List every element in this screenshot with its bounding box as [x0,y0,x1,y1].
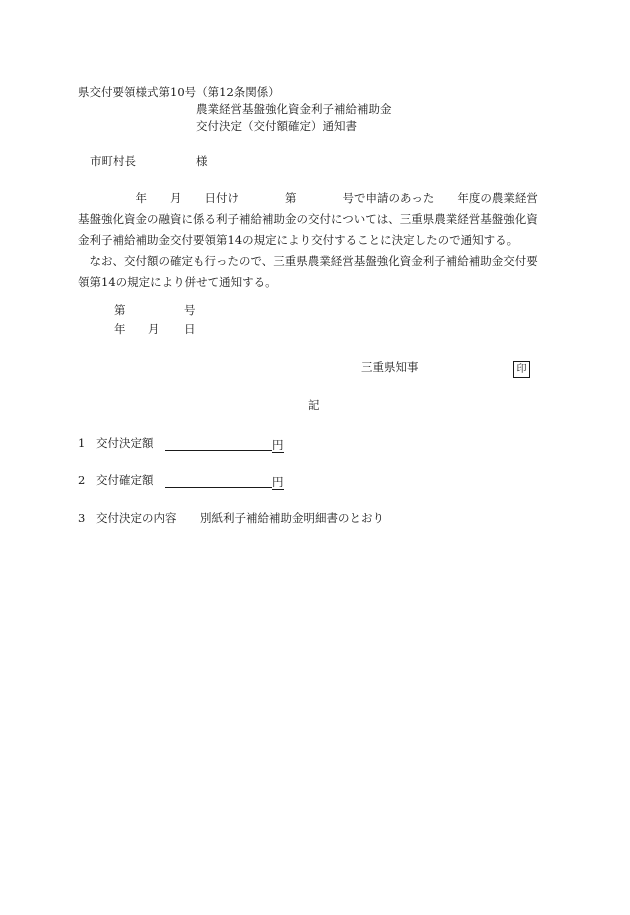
amount-blank-underline [165,475,272,488]
item-3-label: 交付決定の内容 [96,511,177,525]
body-paragraphs [78,188,554,293]
item-2-amount-line [165,475,284,489]
item-1-number: 1 [78,436,86,450]
addressee-honorific: 様 [196,154,208,168]
item-2-label: 交付確定額 [96,473,154,487]
seal-mark: 印 [513,361,530,378]
item-2-number: 2 [78,473,86,487]
amount-blank-underline [165,438,272,451]
title-line-1: 農業経営基盤強化資金利子補給補助金 [196,102,392,116]
addressee-label: 市町村長 [90,154,136,168]
item-3-number: 3 [78,511,86,525]
form-reference: 県交付要領様式第10号（第12条関係） [78,85,280,99]
doc-number-go: 号 [184,303,196,317]
item-3-value: 別紙利子補給補助金明細書のとおり [200,511,384,525]
item-1-amount-line [165,438,284,452]
item-2-unit: 円 [272,475,284,489]
body-p1-line1: 年 月 日付け 第 号で申請のあった 年度の農業経営 [78,191,538,205]
body-p1-line3: 金利子補給補助金交付要領第14の規定により交付することに決定したので通知する。 [78,233,519,247]
doc-date-nen: 年 [114,322,126,336]
doc-number-dai: 第 [114,303,126,317]
ki-heading: 記 [308,398,320,412]
body-p1-line2: 基盤強化資金の融資に係る利子補給補助金の交付については、三重県農業経営基盤強化資 [78,212,538,226]
item-1-label: 交付決定額 [96,436,154,450]
body-p2-line1: なお、交付額の確定も行ったので、三重県農業経営基盤強化資金利子補給補助金交付要 [78,254,538,268]
signer-name: 三重県知事 [361,360,419,374]
body-p2-line2: 領第14の規定により併せて通知する。 [78,275,277,289]
item-1-unit: 円 [272,438,284,452]
doc-date-tsuki: 月 [148,322,160,336]
title-line-2: 交付決定（交付額確定）通知書 [196,119,357,133]
doc-date-hi: 日 [184,322,196,336]
